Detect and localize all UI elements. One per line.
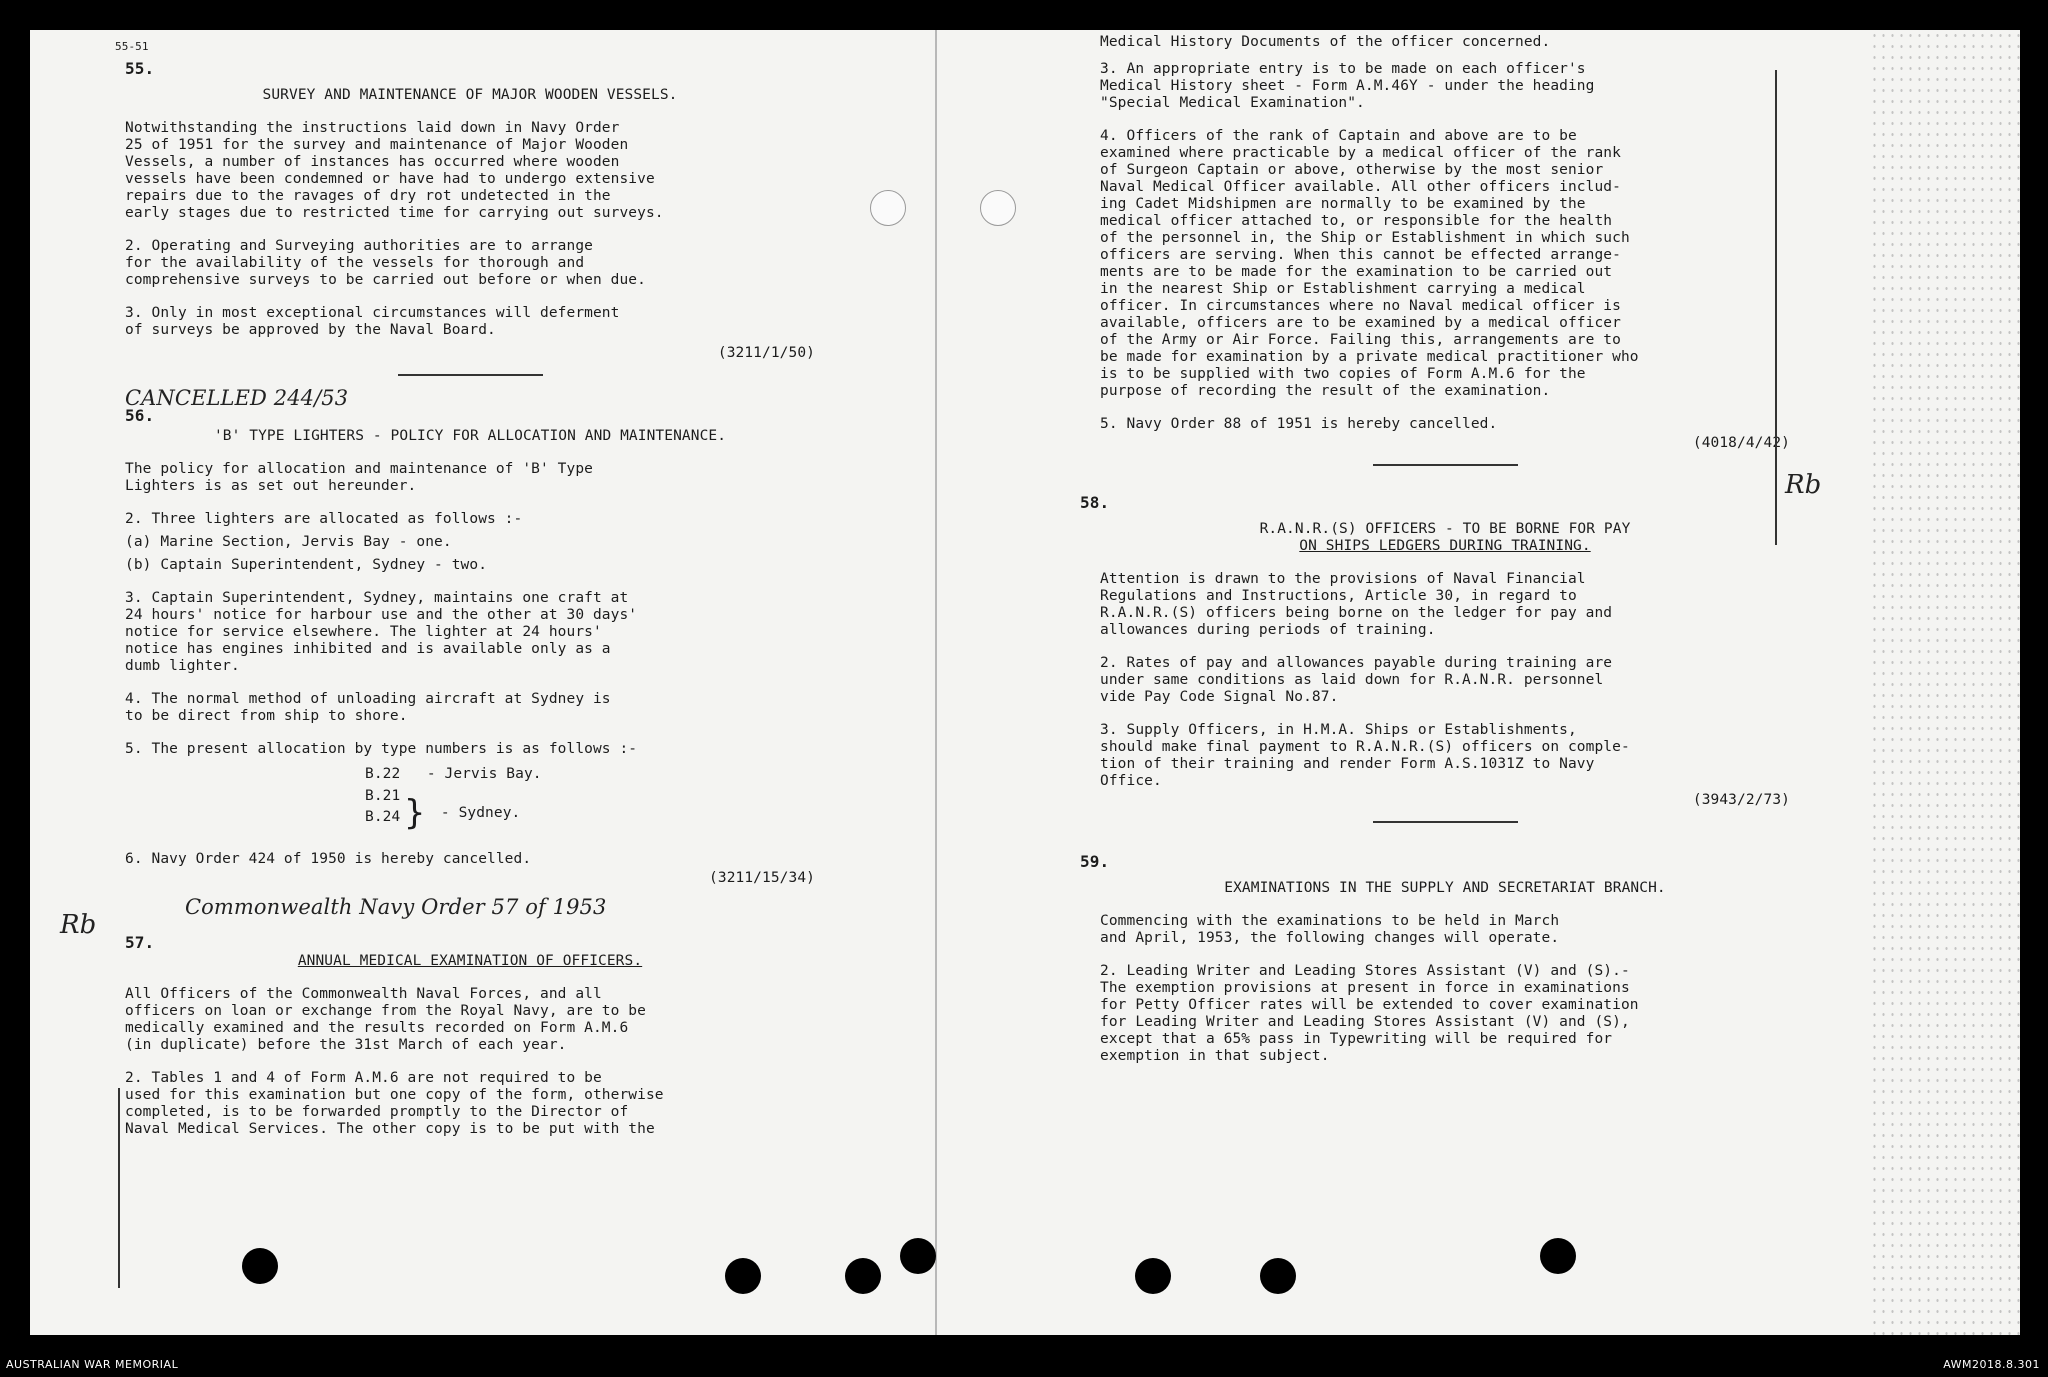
paragraph: 6. Navy Order 424 of 1950 is hereby cancelled. — [125, 851, 532, 867]
item-title: EXAMINATIONS IN THE SUPPLY AND SECRETARIAT BRANCH. — [1224, 880, 1666, 896]
paragraph: (b) Captain Superintendent, Sydney - two. — [125, 557, 488, 573]
paragraph: 2. Three lighters are allocated as follows :- — [125, 511, 523, 527]
handwritten-cancelled-note: CANCELLED 244/53 — [125, 386, 349, 410]
paragraph: 2. Tables 1 and 4 of Form A.M.6 are not required to be used for this examination but one copy of the form, otherwise completed, is to be forwarded promptly to the Director of Naval Medical Services. The other copy is to be put with the — [125, 1070, 664, 1137]
section-divider — [398, 374, 543, 376]
scan-noise — [1870, 30, 2020, 1335]
reference-number: (3211/15/34) — [709, 870, 815, 886]
paragraph: 2. Leading Writer and Leading Stores Assistant (V) and (S).- The exemption provisions at present in force in examinations for Petty Officer rates will be extended to cover examination for Leading Writer and Leading Stores Assistant (V) and (S), except that a 65% pass in Typewriting will be required for exemption in that subject. — [1100, 963, 1639, 1064]
punch-hole — [725, 1258, 761, 1294]
paragraph: Commencing with the examinations to be held in March and April, 1953, the following changes will operate. — [1100, 913, 1560, 946]
page-fold — [935, 30, 937, 1335]
paragraph: 3. Only in most exceptional circumstances will deferment of surveys be approved by the Naval Board. — [125, 305, 620, 338]
item-title: SURVEY AND MAINTENANCE OF MAJOR WOODEN VESSELS. — [262, 87, 678, 103]
paragraph: 4. Officers of the rank of Captain and above are to be examined where practicable by a medical officer of the rank of Surgeon Captain or above, otherwise by the most senior Naval Medical Officer available. All other officers includ- ing Cadet Midshipmen are normally to be examined by the medical officer attached to, or responsible for the health of the personnel in, the Ship or Establishment in which such officers are serving. When this cannot be effected arrange- ments are to be made for the examination to be carried out in the nearest Ship or Establishment carrying a medical officer. In circumstances where no Naval medical officer is available, officers are to be examined by a medical officer of the Army or Air Force. Failing this, arrangements are to be made for examination by a private medical practitioner who is to be supplied with two copies of Form A.M.6 for the purpose of recording the result of the examination. — [1100, 128, 1639, 399]
section-divider — [1373, 464, 1518, 466]
punch-hole-ring — [870, 190, 906, 226]
paragraph: All Officers of the Commonwealth Naval Forces, and all officers on loan or exchange from the Royal Navy, are to be medically examined and the results recorded on Form A.M.6 (in duplicate) before the 31st March of each year. — [125, 986, 646, 1053]
paragraph: Notwithstanding the instructions laid down in Navy Order 25 of 1951 for the survey and maintenance of Major Wooden Vessels, a number of instances has occurred where wooden vessels have been condemned or have had to undergo extensive repairs due to the ravages of dry rot undetected in the early stages due to restricted time for carrying out surveys. — [125, 120, 664, 221]
paragraph: 3. An appropriate entry is to be made on each officer's Medical History sheet - Form A.M.46Y - under the heading "Special Medical Examination". — [1100, 61, 1595, 111]
punch-hole — [242, 1248, 278, 1284]
paragraph: Medical History Documents of the officer concerned. — [1100, 34, 1551, 50]
lighter-type: B.24 — [365, 809, 401, 825]
item-title: R.A.N.R.(S) OFFICERS - TO BE BORNE FOR PAY — [1259, 521, 1631, 537]
punch-hole-ring — [980, 190, 1016, 226]
handwritten-initials: Rb — [1785, 470, 1822, 500]
paragraph: 3. Supply Officers, in H.M.A. Ships or Establishments, should make final payment to R.A.N.R.(S) officers on comple- tion of their training and render Form A.S.1031Z to Navy Office. — [1100, 722, 1630, 789]
paragraph: 2. Operating and Surveying authorities are to arrange for the availability of the vessels for thorough and comprehensive surveys to be carried out before or when due. — [125, 238, 646, 288]
item-title: 'B' TYPE LIGHTERS - POLICY FOR ALLOCATION AND MAINTENANCE. — [213, 428, 727, 444]
left-page — [115, 40, 815, 1154]
paragraph: (a) Marine Section, Jervis Bay - one. — [125, 534, 452, 550]
paragraph: 3. Captain Superintendent, Sydney, maintains one craft at 24 hours' notice for harbour use and the other at 30 days' notice for service elsewhere. The lighter at 24 hours' notice has engines inhibited and is available only as a dumb lighter. — [125, 590, 638, 674]
reference-number: (4018/4/42) — [1692, 435, 1790, 451]
item-title: ANNUAL MEDICAL EXAMINATION OF OFFICERS. — [297, 953, 643, 969]
paragraph: 4. The normal method of unloading aircraft at Sydney is to be direct from ship to shore. — [125, 691, 611, 724]
punch-hole — [1260, 1258, 1296, 1294]
allocation-table — [365, 766, 815, 837]
lighter-location: - Jervis Bay. — [426, 766, 542, 782]
item-number: 58. — [1080, 493, 1110, 512]
paragraph: 5. The present allocation by type numbers is as follows :- — [125, 741, 638, 757]
lighter-type: B.21 — [365, 788, 401, 804]
section-divider — [1373, 821, 1518, 823]
right-page — [1080, 34, 1790, 1081]
paragraph: The policy for allocation and maintenance of 'B' Type Lighters is as set out hereunder. — [125, 461, 593, 494]
reference-number: (3943/2/73) — [1692, 792, 1790, 808]
paragraph: 5. Navy Order 88 of 1951 is hereby cancelled. — [1100, 416, 1498, 432]
reference-number: (3211/1/50) — [717, 345, 815, 361]
item-title: ON SHIPS LEDGERS DURING TRAINING. — [1299, 538, 1591, 554]
punch-hole — [900, 1238, 936, 1274]
item-number: 56. — [125, 406, 155, 425]
item-number: 59. — [1080, 852, 1110, 871]
handwritten-initials: Rb — [60, 910, 97, 940]
brace-glyph: } — [404, 793, 425, 833]
punch-hole — [1540, 1238, 1576, 1274]
punch-hole — [1135, 1258, 1171, 1294]
paragraph: Attention is drawn to the provisions of Naval Financial Regulations and Instructions, Article 30, in regard to R.A.N.R.(S) officers being borne on the ledger for pay and allowances during periods of training. — [1100, 571, 1613, 638]
item-number: 57. — [125, 933, 155, 952]
paragraph: 2. Rates of pay and allowances payable during training are under same conditions as laid down for R.A.N.R. personnel vide Pay Code Signal No.87. — [1100, 655, 1613, 705]
punch-hole — [845, 1258, 881, 1294]
footer-left-caption: AUSTRALIAN WAR MEMORIAL — [6, 1358, 179, 1371]
margin-bar — [1775, 70, 1777, 545]
lighter-location: - Sydney. — [440, 804, 521, 821]
item-number: 55. — [125, 59, 155, 78]
lighter-type: B.22 — [365, 766, 401, 782]
top-mark: 55-51 — [115, 40, 149, 53]
scanned-document — [30, 30, 2020, 1335]
margin-bar — [118, 1088, 120, 1288]
footer-right-caption: AWM2018.8.301 — [1943, 1358, 2040, 1371]
handwritten-note: Commonwealth Navy Order 57 of 1953 — [185, 895, 607, 919]
